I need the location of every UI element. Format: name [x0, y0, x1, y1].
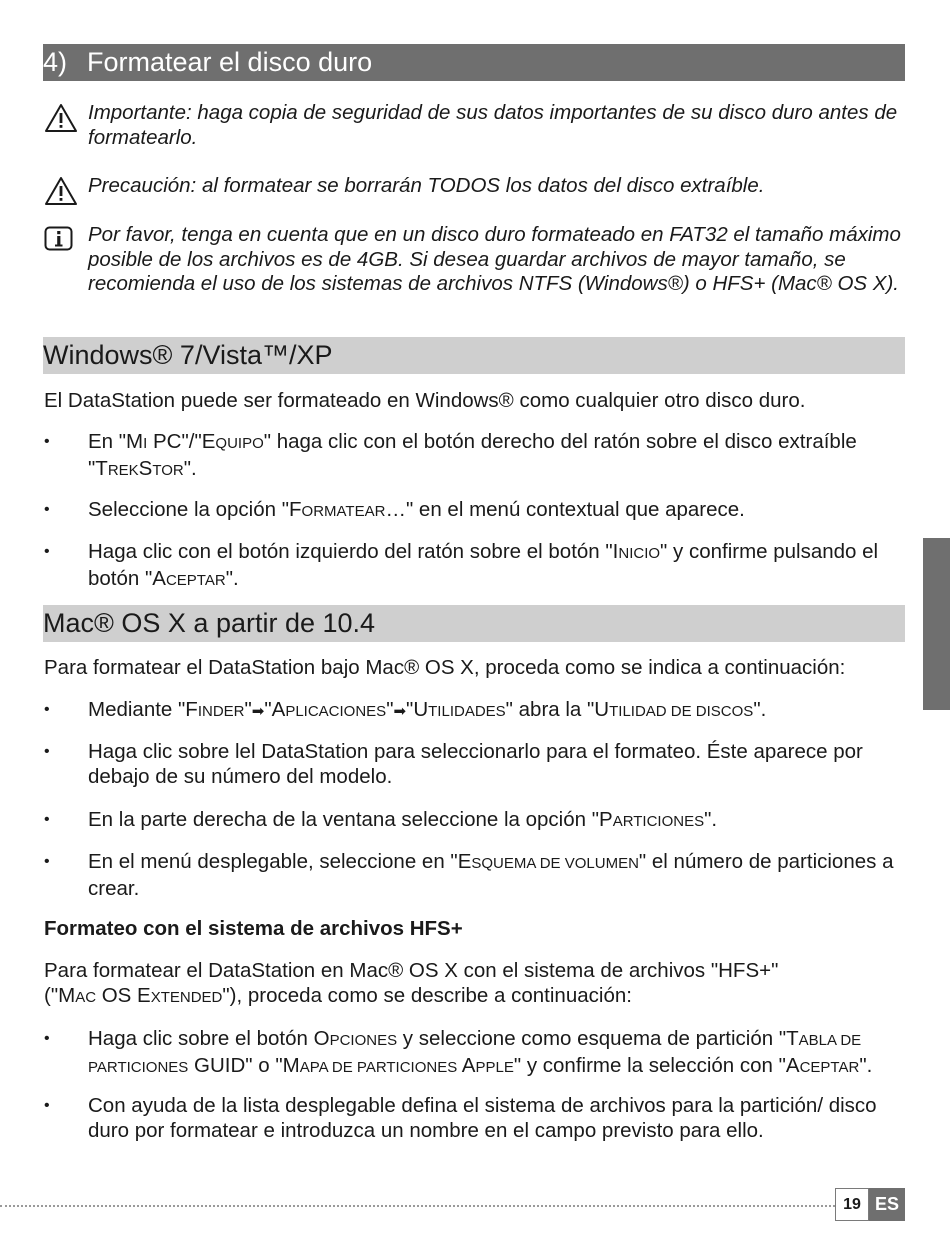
- section-title: Formatear el disco duro: [87, 47, 373, 77]
- side-tab: [923, 538, 950, 710]
- arrow-right-icon: ➡: [251, 703, 265, 720]
- section-header: [43, 44, 905, 81]
- list-item: Seleccione la opción "FORMATEAR…" en el menú contextual que aparece.: [88, 498, 745, 521]
- list-item: Mediante "FINDER"➡"APLICACIONES"➡"UTILIDADES" abra la "UTILIDAD DE DISCOS".: [88, 698, 767, 721]
- mac-intro: Para formatear el DataStation bajo Mac® OS X, proceda como se indica a continuación:: [44, 656, 846, 679]
- language-badge: ES: [869, 1188, 905, 1221]
- bullet: •: [44, 1097, 50, 1114]
- list-item: Haga clic sobre el botón OPCIONES y seleccione como esquema de partición "TABLA DE PARTICIONES GUID" o "MAPA DE PARTICIONES APPLE" y confirme la selección con "ACEPTAR".: [88, 1027, 873, 1077]
- section-header-mac: Mac® OS X a partir de 10.4: [43, 605, 905, 642]
- bullet: •: [44, 433, 50, 450]
- page-number: 19: [835, 1188, 869, 1221]
- hfs-intro-line2: ("MAC OS EXTENDED"), proceda como se describe a continuación:: [44, 984, 632, 1007]
- bullet: •: [44, 1030, 50, 1047]
- bullet: •: [44, 543, 50, 560]
- warning-triangle-icon: [44, 103, 78, 133]
- section-header-windows: Windows® 7/Vista™/XP: [43, 337, 905, 374]
- windows-intro: El DataStation puede ser formateado en Windows® como cualquier otro disco duro.: [44, 389, 806, 412]
- section-number: 4): [43, 47, 68, 77]
- info-icon: [44, 226, 74, 252]
- list-item: En el menú desplegable, seleccione en "ESQUEMA DE VOLUMEN" el número de particiones a crear.: [88, 850, 894, 900]
- list-item: Haga clic con el botón izquierdo del ratón sobre el botón "INICIO" y confirme pulsando el botón "ACEPTAR".: [88, 540, 879, 590]
- note-important: Importante: haga copia de seguridad de sus datos importantes de su disco duro antes de formatearlo.: [88, 101, 898, 149]
- hfs-intro-line1: Para formatear el DataStation en Mac® OS X con el sistema de archivos "HFS+": [44, 959, 779, 982]
- arrow-right-icon: ➡: [393, 703, 407, 720]
- bullet: •: [44, 501, 50, 518]
- bullet: •: [44, 811, 50, 828]
- warning-triangle-icon: [44, 176, 78, 206]
- note-info: Por favor, tenga en cuenta que en un disco duro formateado en FAT32 el tamaño máximo posible de los archivos es de 4GB. Si desea guardar archivos de mayor tamaño, se recomienda el uso de los sistemas de archivos NTFS (Windows®) o HFS+ (Mac® OS X).: [88, 223, 901, 295]
- subheading-hfs: Formateo con el sistema de archivos HFS+: [44, 917, 463, 940]
- bullet: •: [44, 743, 50, 760]
- bullet: •: [44, 853, 50, 870]
- list-item: Haga clic sobre lel DataStation para seleccionarlo para el formateo. Éste aparece por debajo de su número del modelo.: [88, 740, 863, 788]
- list-item: Con ayuda de la lista desplegable defina el sistema de archivos para la partición/ disco duro por formatear e introduzca un nombre en el campo previsto para ello.: [88, 1094, 877, 1142]
- footer-dotted-line: [0, 1205, 835, 1207]
- note-caution: Precaución: al formatear se borrarán TODOS los datos del disco extraíble.: [88, 174, 765, 197]
- list-item: En la parte derecha de la ventana seleccione la opción "PARTICIONES".: [88, 808, 718, 831]
- list-item: En "MI PC"/"EQUIPO" haga clic con el botón derecho del ratón sobre el disco extraíble "TREKSTOR".: [88, 430, 857, 480]
- bullet: •: [44, 701, 50, 718]
